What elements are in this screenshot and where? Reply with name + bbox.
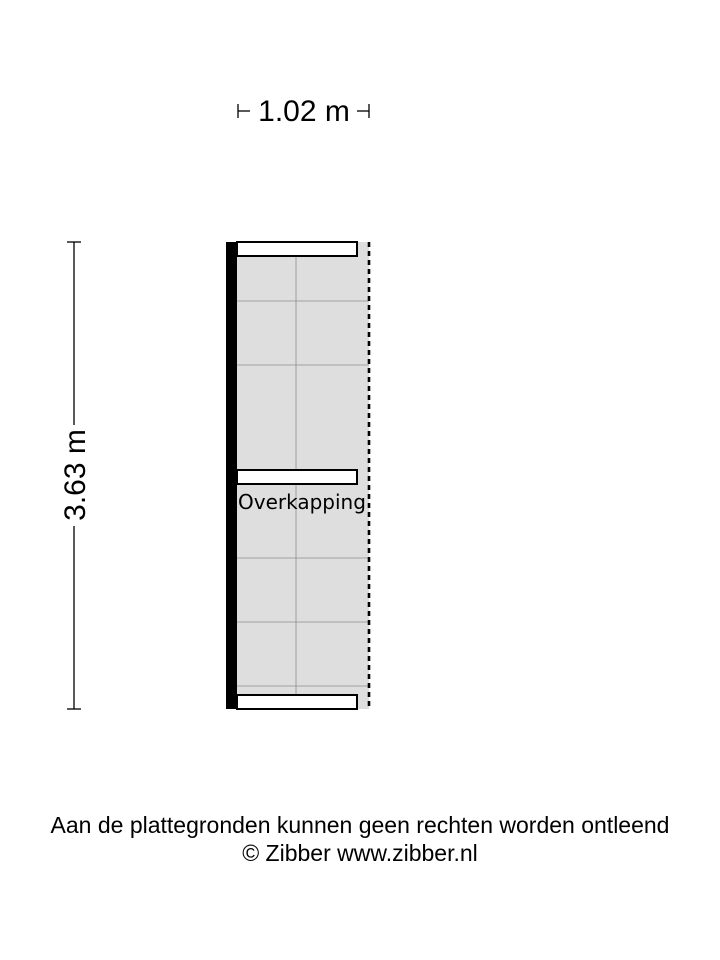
roof-beam-middle bbox=[237, 470, 357, 484]
copyright-text: © Zibber www.zibber.nl bbox=[242, 840, 478, 866]
length-dimension bbox=[59, 242, 92, 709]
disclaimer-text: Aan de plattegronden kunnen geen rechten worden ontleend bbox=[50, 812, 670, 838]
room-overkapping bbox=[226, 242, 369, 709]
solid-wall bbox=[226, 242, 237, 709]
room-label: Overkapping bbox=[238, 490, 366, 514]
width-dimension-label: 1.02 m bbox=[258, 95, 350, 128]
roof-beam-bottom bbox=[237, 695, 357, 709]
length-dimension-label: 3.63 m bbox=[59, 429, 92, 521]
width-dimension bbox=[238, 95, 369, 128]
roof-beam-top bbox=[237, 242, 357, 256]
